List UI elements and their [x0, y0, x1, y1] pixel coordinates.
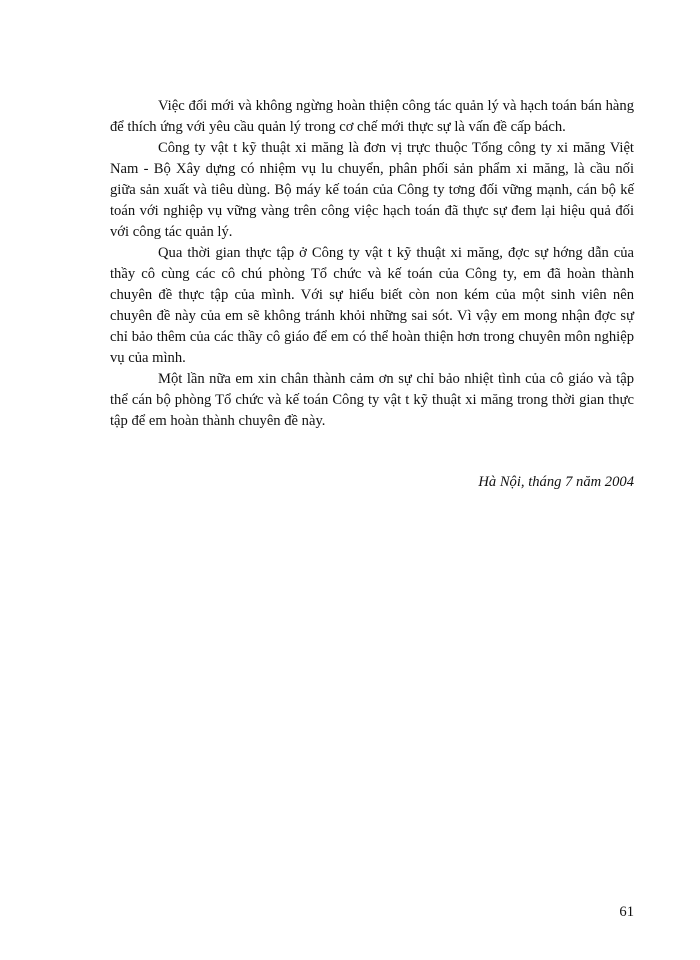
place-date-signature: Hà Nội, tháng 7 năm 2004 — [478, 474, 634, 490]
paragraph-1: Việc đổi mới và không ngừng hoàn thiện công tác quản lý và hạch toán bán hàng để thích ứng với yêu cầu quản lý trong cơ chế mới thực sự là vấn đề cấp bách. — [110, 98, 634, 135]
paragraph-4: Một lần nữa em xin chân thành cảm ơn sự chỉ bảo nhiệt tình của cô giáo và tập thể cán bộ phòng Tổ chức và kế toán Công ty vật t kỹ thuật xi măng trong thời gian thực tập để em hoàn thành chuyên đề này. — [110, 371, 634, 429]
paragraph-3: Qua thời gian thực tập ở Công ty vật t kỹ thuật xi măng, đợc sự hớng dẫn của thầy cô cùng các cô chú phòng Tổ chức và kế toán của Công ty, em đã hoàn thành chuyên đề thực tập của mình. Với sự hiểu biết còn non kém của một sinh viên nên chuyên đề này của em sẽ không tránh khỏi những sai sót. Vì vậy em mong nhận đợc sự chỉ bảo thêm của các thầy cô giáo để em có thể hoàn thiện hơn trong chuyên môn nghiệp vụ của mình. — [110, 245, 634, 366]
paragraph-2: Công ty vật t kỹ thuật xi măng là đơn vị trực thuộc Tổng công ty xi măng Việt Nam - Bộ Xây dựng có nhiệm vụ lu chuyển, phân phối sản phẩm xi măng, là cầu nối giữa sản xuất và tiêu dùng. Bộ máy kế toán của Công ty tơng đối vững mạnh, cán bộ kế toán với nghiệp vụ vững vàng trên công việc hạch toán đã thực sự đem lại hiệu quả đối với công tác quản lý. — [110, 140, 634, 240]
document-body — [110, 96, 634, 432]
page-number: 61 — [619, 904, 634, 920]
